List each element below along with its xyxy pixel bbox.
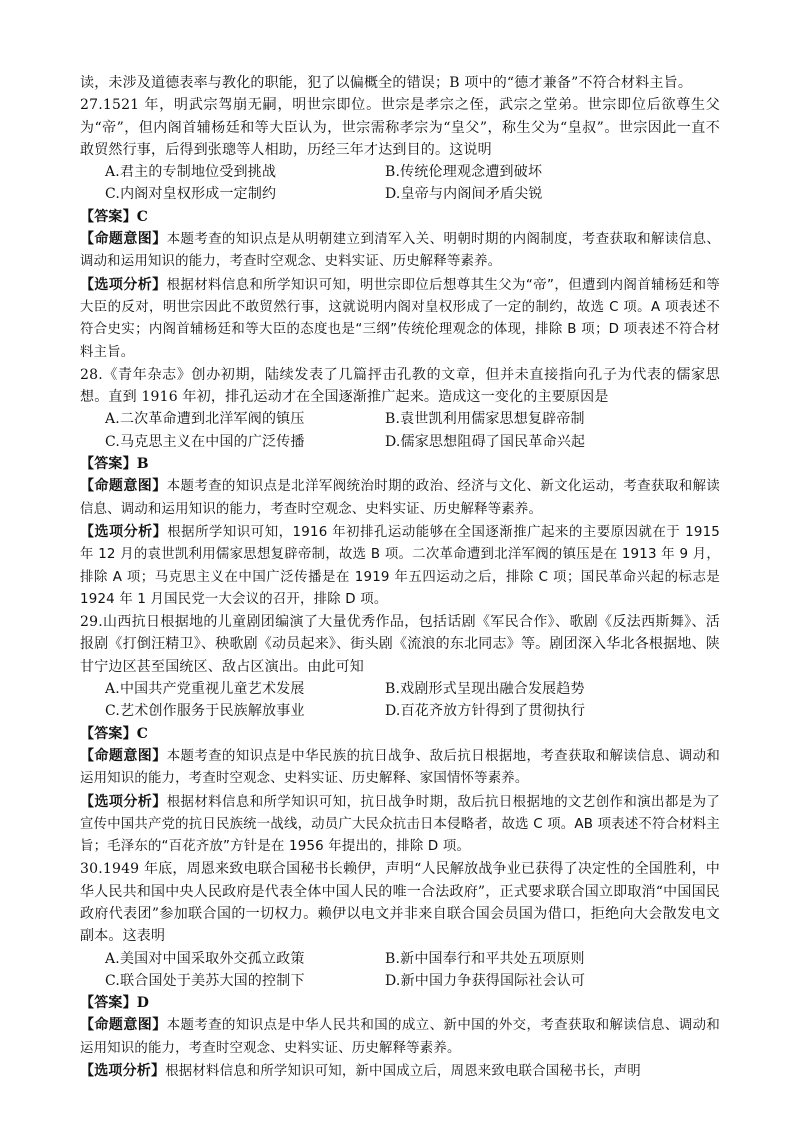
question-stem: 27.1521 年，明武宗驾崩无嗣，明世宗即位。世宗是孝宗之侄，武宗之堂弟。世宗即位后欲尊生父为“帝”，但内阁首辅杨廷和等大臣认为，世宗需称孝宗为“皇父”，称生父为“皇叔”。世宗因此一直不敢贸然行事，后得到张璁等人相助，历经三年才达到目的。这说明 (80, 97, 720, 158)
intent-paragraph (80, 228, 720, 274)
option-d: D.百花齐放方针得到了贯彻执行 (385, 703, 586, 720)
question-27 (80, 94, 720, 364)
intent-label: 【命题意图】 (80, 1017, 167, 1034)
option-d: D.儒家思想阻碍了国民革命兴起 (385, 433, 586, 450)
analysis-text: 根据所学知识可知，1916 年初排孔运动能够在全国逐渐推广起来的主要原因就在于 1915 年 12 月的袁世凯利用儒家思想复辟帝制，故选 B 项。二次革命遭到北洋军阀的镇压是在 1913 年 9 月，排除 A 项；马克思主义在中国广泛传播是在 1919 年五四运动之后，排除 C 项；国民革命兴起的标志是 1924 年 1 月国民党一大会议的召开，排除 D 项。 (80, 524, 721, 607)
option-c: C.内阁对皇权形成一定制约 (105, 186, 277, 203)
analysis-label: 【选项分析】 (80, 793, 167, 810)
analysis-text: 根据材料信息和所学知识可知，新中国成立后，周恩来致电联合国秘书长，声明 (165, 1064, 641, 1080)
analysis-paragraph (80, 791, 720, 859)
analysis-label: 【选项分析】 (80, 523, 168, 540)
question-30 (80, 858, 720, 1083)
intent-text: 本题考查的知识点是从明朝建立到清军入关、明朝时期的内阁制度，考查获取和解读信息、调动和运用知识的能力，考查时空观念、史料实证、历史解释等素养。 (80, 232, 721, 270)
document-page (80, 72, 720, 1083)
option-row (80, 183, 720, 205)
option-row (80, 700, 720, 722)
intent-text: 本题考查的知识点是中华民族的抗日战争、敌后抗日根据地，考查获取和解读信息、调动和运用知识的能力，考查时空观念、史料实证、历史解释、家国情怀等素养。 (80, 748, 721, 787)
option-a: A.二次革命遭到北洋军阀的镇压 (105, 411, 305, 428)
option-row (80, 161, 720, 183)
option-row (80, 408, 720, 430)
option-row (80, 948, 720, 970)
analysis-text: 根据材料信息和所学知识可知，明世宗即位后想尊其生父为“帝”，但遭到内阁首辅杨廷和等大臣的反对，明世宗因此不敢贸然行事，这就说明内阁对皇权形成了一定的制约，故选 C 项。A 项表述不符合史实；内阁首辅杨廷和等大臣的态度也是“三纲”传统伦理观念的体现，排除 B 项；D 项表述不符合材料主旨。 (80, 277, 721, 360)
option-b: B.传统伦理观念遭到破坏 (385, 164, 543, 181)
intent-paragraph (80, 745, 720, 791)
intent-label: 【命题意图】 (80, 747, 167, 764)
answer: 【答案】D (80, 995, 150, 1012)
question-stem: 29.山西抗日根据地的儿童剧团编演了大量优秀作品，包括话剧《军民合作》、歌剧《反法西斯舞》、活报剧《打倒汪精卫》、秧歌剧《动员起来》、街头剧《流浪的东北同志》等。剧团深入华北各根据地、陕甘宁边区甚至国统区、敌占区演出。由此可知 (80, 614, 720, 675)
question-29 (80, 611, 720, 858)
option-b: B.袁世凯利用儒家思想复辟帝制 (385, 411, 585, 428)
analysis-text: 根据材料信息和所学知识可知，抗日战争时期，敌后抗日根据地的文艺创作和演出都是为了宣传中国共产党的抗日民族统一战线，动员广大民众抗击日本侵略者，故选 C 项。AB 项表述不符合材料主旨；毛泽东的“百花齐放”方针是在 1956 年提出的，排除 D 项。 (80, 794, 721, 855)
intent-label: 【命题意图】 (80, 231, 167, 248)
intro-text: 读，未涉及道德表率与教化的职能，犯了以偏概全的错误；B 项中的“德才兼备”不符合材料主旨。 (80, 75, 693, 91)
option-row (80, 678, 720, 700)
option-a: A.美国对中国采取外交孤立政策 (105, 950, 305, 967)
option-c: C.马克思主义在中国的广泛传播 (105, 433, 305, 450)
intent-text: 本题考查的知识点是中华人民共和国的成立、新中国的外交，考查获取和解读信息、调动和运用知识的能力，考查时空观念、史料实证、历史解释等素养。 (80, 1018, 721, 1056)
option-row (80, 431, 720, 453)
intent-paragraph (80, 475, 720, 521)
option-d: D.新中国力争获得国际社会认可 (385, 972, 586, 989)
intent-paragraph (80, 1014, 720, 1060)
question-28 (80, 364, 720, 611)
option-b: B.戏剧形式呈现出融合发展趋势 (385, 681, 585, 698)
answer: 【答案】B (80, 456, 149, 473)
analysis-paragraph (80, 1060, 720, 1083)
option-c: C.艺术创作服务于民族解放事业 (105, 703, 305, 720)
question-stem: 28.《青年杂志》创办初期，陆续发表了几篇抨击孔教的文章，但并未直接指向孔子为代表的儒家思想。直到 1916 年初，排孔运动才在全国逐渐推广起来。造成这一变化的主要原因是 (80, 366, 720, 406)
option-a: A.君主的专制地位受到挑战 (105, 164, 277, 181)
intent-text: 本题考查的知识点是北洋军阀统治时期的政治、经济与文化、新文化运动，考查获取和解读信息、调动和运用知识的能力，考查时空观念、史料实证、历史解释等素养。 (80, 479, 721, 517)
option-d: D.皇帝与内阁间矛盾尖锐 (385, 186, 543, 203)
analysis-paragraph (80, 521, 720, 611)
option-row (80, 970, 720, 992)
option-b: B.新中国奉行和平共处五项原则 (385, 950, 585, 967)
analysis-paragraph (80, 274, 720, 364)
answer: 【答案】C (80, 208, 149, 225)
question-stem: 30.1949 年底，周恩来致电联合国秘书长赖伊，声明“人民解放战争业已获得了决定性的全国胜利，中华人民共和国中央人民政府是代表全体中国人民的唯一合法政府”，正式要求联合国立即取消“中国国民政府代表团”参加联合国的一切权力。赖伊以电文并非来自联合国会员国为借口，拒绝向大会散发电文副本。这表明 (80, 861, 720, 945)
option-a: A.中国共产党重视儿童艺术发展 (105, 681, 305, 698)
analysis-label: 【选项分析】 (80, 1063, 166, 1080)
intent-label: 【命题意图】 (80, 478, 167, 495)
answer: 【答案】C (80, 725, 149, 742)
option-c: C.联合国处于美苏大国的控制下 (105, 972, 305, 989)
analysis-label: 【选项分析】 (80, 276, 167, 293)
